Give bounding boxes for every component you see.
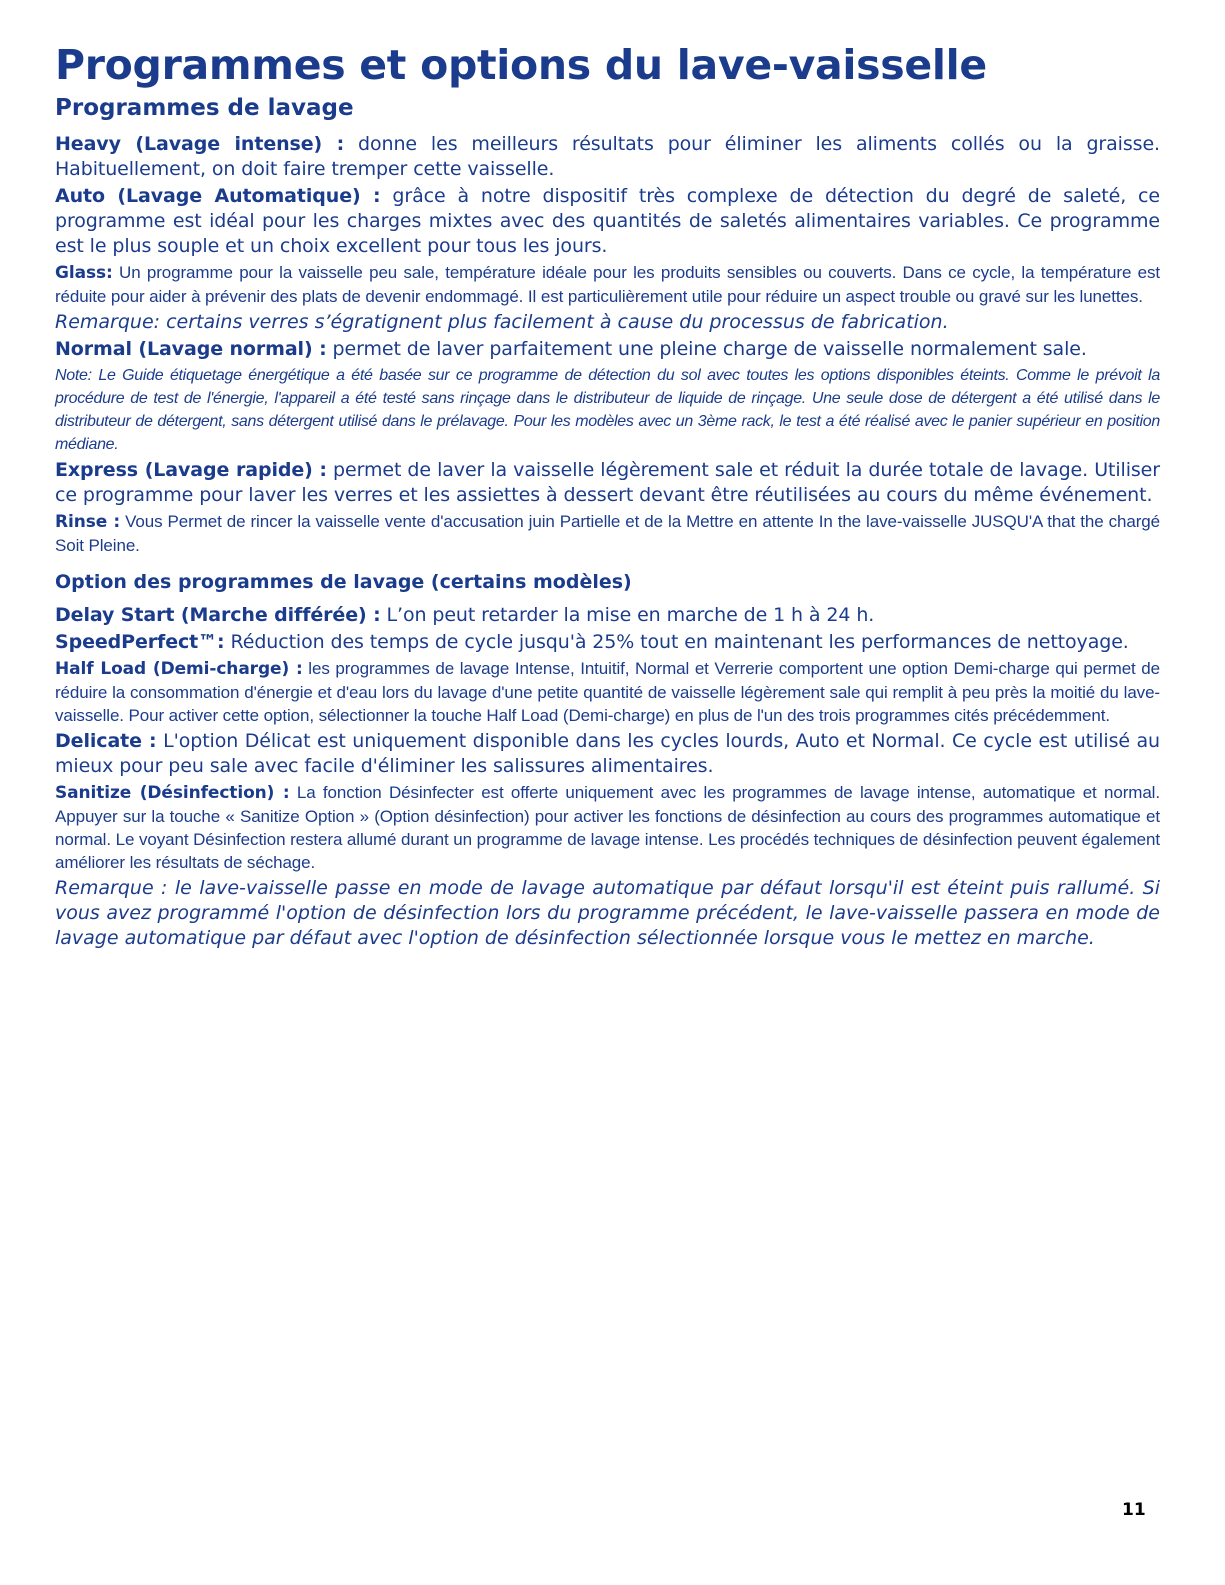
option-description: L'option Délicat est uniquement disponible dans les cycles lourds, Auto et Normal. Ce cycle est utilisé au mieux pour peu sale avec facile d'éliminer les salissures alimentaires.	[55, 730, 1160, 777]
program-term: Normal (Lavage normal) :	[55, 338, 327, 360]
page-number: 11	[1122, 1500, 1146, 1520]
section-heading-options: Option des programmes de lavage (certains modèles)	[55, 571, 632, 593]
content-column	[55, 93, 1160, 953]
program-term: Glass:	[55, 263, 113, 283]
program-term: Heavy (Lavage intense) :	[55, 133, 345, 155]
option-sanitize	[55, 781, 1160, 874]
program-heavy	[55, 132, 1160, 182]
option-term: SpeedPerfect™:	[55, 631, 225, 653]
remark-glass: Remarque: certains verres s’égratignent plus facilement à cause du processus de fabrication.	[55, 311, 949, 333]
option-term: Delicate :	[55, 730, 157, 752]
program-auto	[55, 184, 1160, 259]
program-description: grâce à notre dispositif très complexe de détection du degré de saleté, ce programme est idéal pour les charges mixtes avec des quantités de saletés alimentaires variables. Ce programme est le plus souple et un choix excellent pour tous les jours.	[55, 185, 1160, 257]
option-description: L’on peut retarder la mise en marche de 1 h à 24 h.	[380, 604, 875, 626]
program-description: permet de laver la vaisselle légèrement sale et réduit la durée totale de lavage. Utiliser ce programme pour laver les verres et les assiettes à dessert devant être réutilisées au cours du même événement.	[55, 459, 1160, 506]
program-glass	[55, 261, 1160, 308]
program-express	[55, 458, 1160, 508]
program-normal	[55, 337, 1160, 362]
section-heading-programmes: Programmes de lavage	[55, 95, 354, 121]
option-term: Delay Start (Marche différée) :	[55, 604, 381, 626]
program-rinse	[55, 510, 1160, 557]
option-term: Half Load (Demi-charge) :	[55, 659, 303, 679]
option-speedperfect	[55, 630, 1160, 655]
program-term: Express (Lavage rapide) :	[55, 459, 327, 481]
note-energy-guide: Note: Le Guide étiquetage énergétique a été basée sur ce programme de détection du sol avec toutes les options disponibles éteints. Comme le prévoit la procédure de test de l'énergie, l'appareil a été testé sans rinçage dans le distributeur de liquide de rinçage. Une seule dose de détergent a été utilisé dans le distributeur de détergent, sans détergent utilisé dans le prélavage. Pour les modèles avec un 3ème rack, le test a été réalisé avec le panier supérieur en position médiane.	[55, 367, 1160, 453]
option-description: les programmes de lavage Intense, Intuitif, Normal et Verrerie comportent une option Demi-charge qui permet de réduire la consommation d'énergie et d'eau lors du lavage d'une petite quantité de vaisselle légèrement sale qui remplit à peu près la moitié du lave-vaisselle. Pour activer cette option, sélectionner la touche Half Load (Demi-charge) en plus de l'un des trois programmes cités précédemment.	[55, 659, 1161, 725]
program-term: Rinse :	[55, 512, 121, 532]
program-description: Vous Permet de rincer la vaisselle vente d'accusation juin Partielle et de la Mettre en attente In the lave-vaisselle JUSQU'A that the chargé Soit Pleine.	[55, 512, 1161, 555]
remark-sanitize: Remarque : le lave-vaisselle passe en mode de lavage automatique par défaut lorsqu'il est éteint puis rallumé. Si vous avez programmé l'option de désinfection lors du programme précédent, le lave-vaisselle passera en mode de lavage automatique par défaut avec l'option de désinfection sélectionnée lorsque vous le mettez en marche.	[55, 877, 1160, 949]
option-half-load	[55, 657, 1160, 727]
option-delay-start	[55, 603, 1160, 628]
program-description: permet de laver parfaitement une pleine charge de vaisselle normalement sale.	[326, 338, 1087, 360]
option-delicate	[55, 729, 1160, 779]
option-description: La fonction Désinfecter est offerte uniquement avec les programmes de lavage intense, automatique et normal. Appuyer sur la touche « Sanitize Option » (Option désinfection) pour activer les fonctions de désinfection au cours des programmes automatique et normal. Le voyant Désinfection restera allumé durant un programme de lavage intense. Les procédés techniques de désinfection peuvent également améliorer les résultats de séchage.	[55, 783, 1160, 872]
program-term: Auto (Lavage Automatique) :	[55, 185, 381, 207]
option-term: Sanitize (Désinfection) :	[55, 783, 290, 803]
program-description: Un programme pour la vaisselle peu sale, température idéale pour les produits sensibles ou couverts. Dans ce cycle, la température est réduite pour aider à prévenir des plats de devenir endommagé. Il est particulièrement utile pour réduire un aspect trouble ou gravé sur les lunettes.	[55, 263, 1160, 306]
program-description: donne les meilleurs résultats pour éliminer les aliments collés ou la graisse. Habituellement, on doit faire tremper cette vaisselle.	[55, 133, 1160, 180]
page-title: Programmes et options du lave-vaisselle	[55, 41, 987, 89]
option-description: Réduction des temps de cycle jusqu'à 25% tout en maintenant les performances de nettoyage.	[224, 631, 1129, 653]
